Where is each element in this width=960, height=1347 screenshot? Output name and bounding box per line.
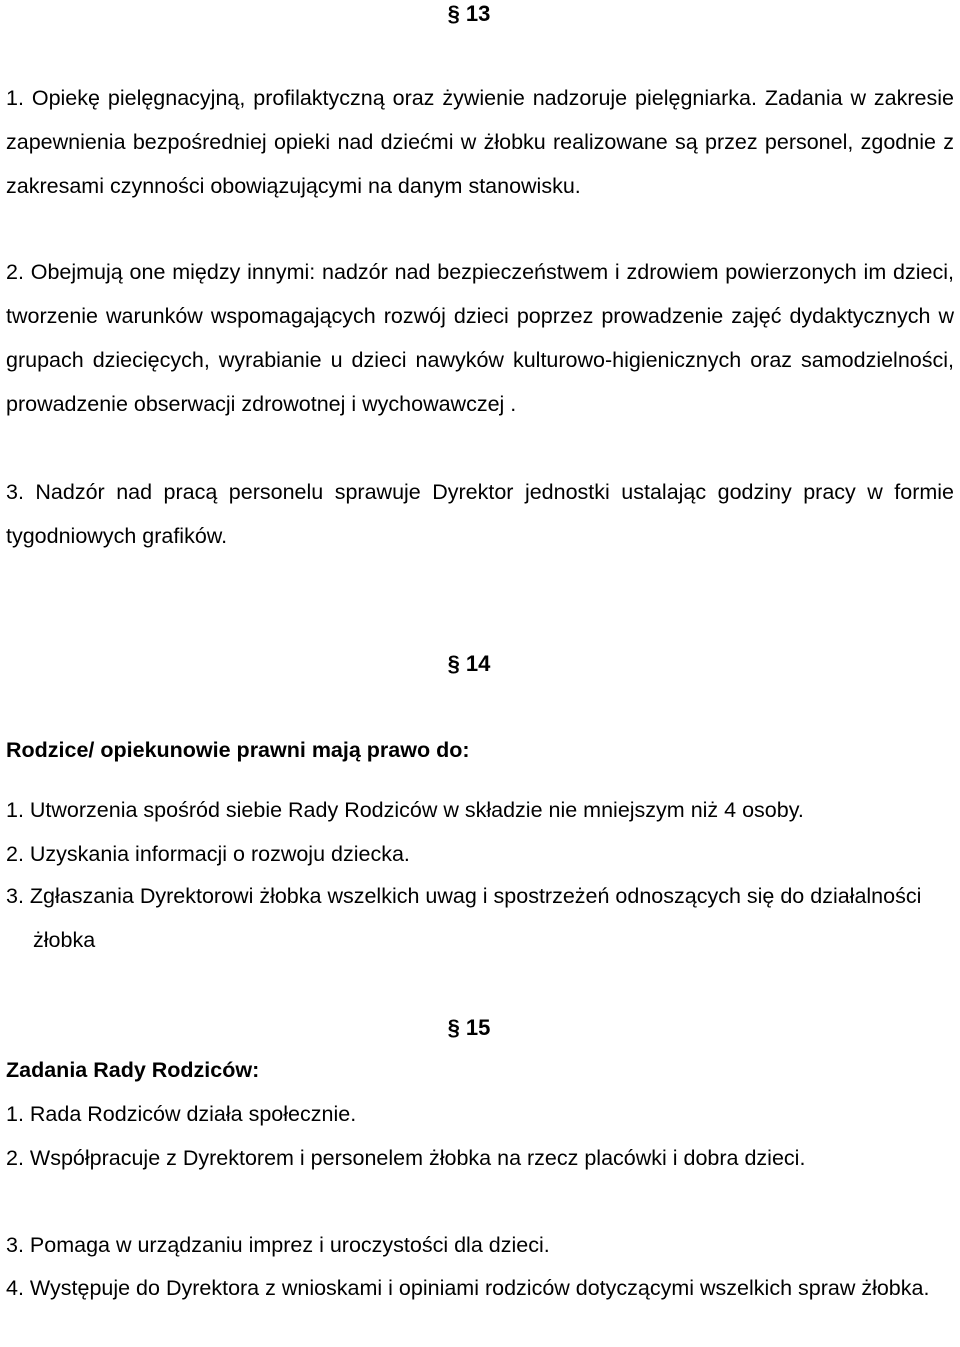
list-item-14-3: 3. Zgłaszania Dyrektorowi żłobka wszelkich uwag i spostrzeżeń odnoszących się do działalności żłobka xyxy=(6,884,922,952)
subheading-15: Zadania Rady Rodziców: xyxy=(6,1058,260,1082)
paragraph-13-1: 1. Opiekę pielęgnacyjną, profilaktyczną oraz żywienie nadzoruje pielęgniarka. Zadania w zakresie zapewnienia bezpośredniej opieki nad dziećmi w żłobku realizowane są przez personel, zgodnie z zakresami czynności obowiązującymi na danym stanowisku. xyxy=(6,86,954,198)
paragraph-13-3: 3. Nadzór nad pracą personelu sprawuje Dyrektor jednostki ustalając godziny pracy w formie tygodniowych grafików. xyxy=(6,480,954,548)
list-item-15-2: 2. Współpracuje z Dyrektorem i personelem żłobka na rzecz placówki i dobra dzieci. xyxy=(6,1146,806,1170)
list-item-15-3: 3. Pomaga w urządzaniu imprez i uroczystości dla dzieci. xyxy=(6,1233,550,1257)
list-item-15-4: 4. Występuje do Dyrektora z wnioskami i opiniami rodziców dotyczącymi wszelkich spraw żłobka. xyxy=(6,1276,930,1300)
section-heading-14: § 14 xyxy=(447,651,491,676)
list-item-14-1: 1. Utworzenia spośród siebie Rady Rodziców w składzie nie mniejszym niż 4 osoby. xyxy=(6,798,804,822)
list-item-15-1: 1. Rada Rodziców działa społecznie. xyxy=(6,1102,357,1126)
subheading-14: Rodzice/ opiekunowie prawni mają prawo do: xyxy=(6,738,470,762)
section-heading-15: § 15 xyxy=(447,1015,491,1040)
paragraph-13-2: 2. Obejmują one między innymi: nadzór nad bezpieczeństwem i zdrowiem powierzonych im dzieci, tworzenie warunków wspomagających rozwój dzieci poprzez prowadzenie zajęć dydaktycznych w grupach dziecięcych, wyrabianie u dzieci nawyków kulturowo-higienicznych oraz samodzielności, prowadzenie obserwacji zdrowotnej i wychowawczej . xyxy=(6,260,954,416)
section-heading-13: § 13 xyxy=(447,1,491,26)
list-item-14-2: 2. Uzyskania informacji o rozwoju dziecka. xyxy=(6,842,410,866)
